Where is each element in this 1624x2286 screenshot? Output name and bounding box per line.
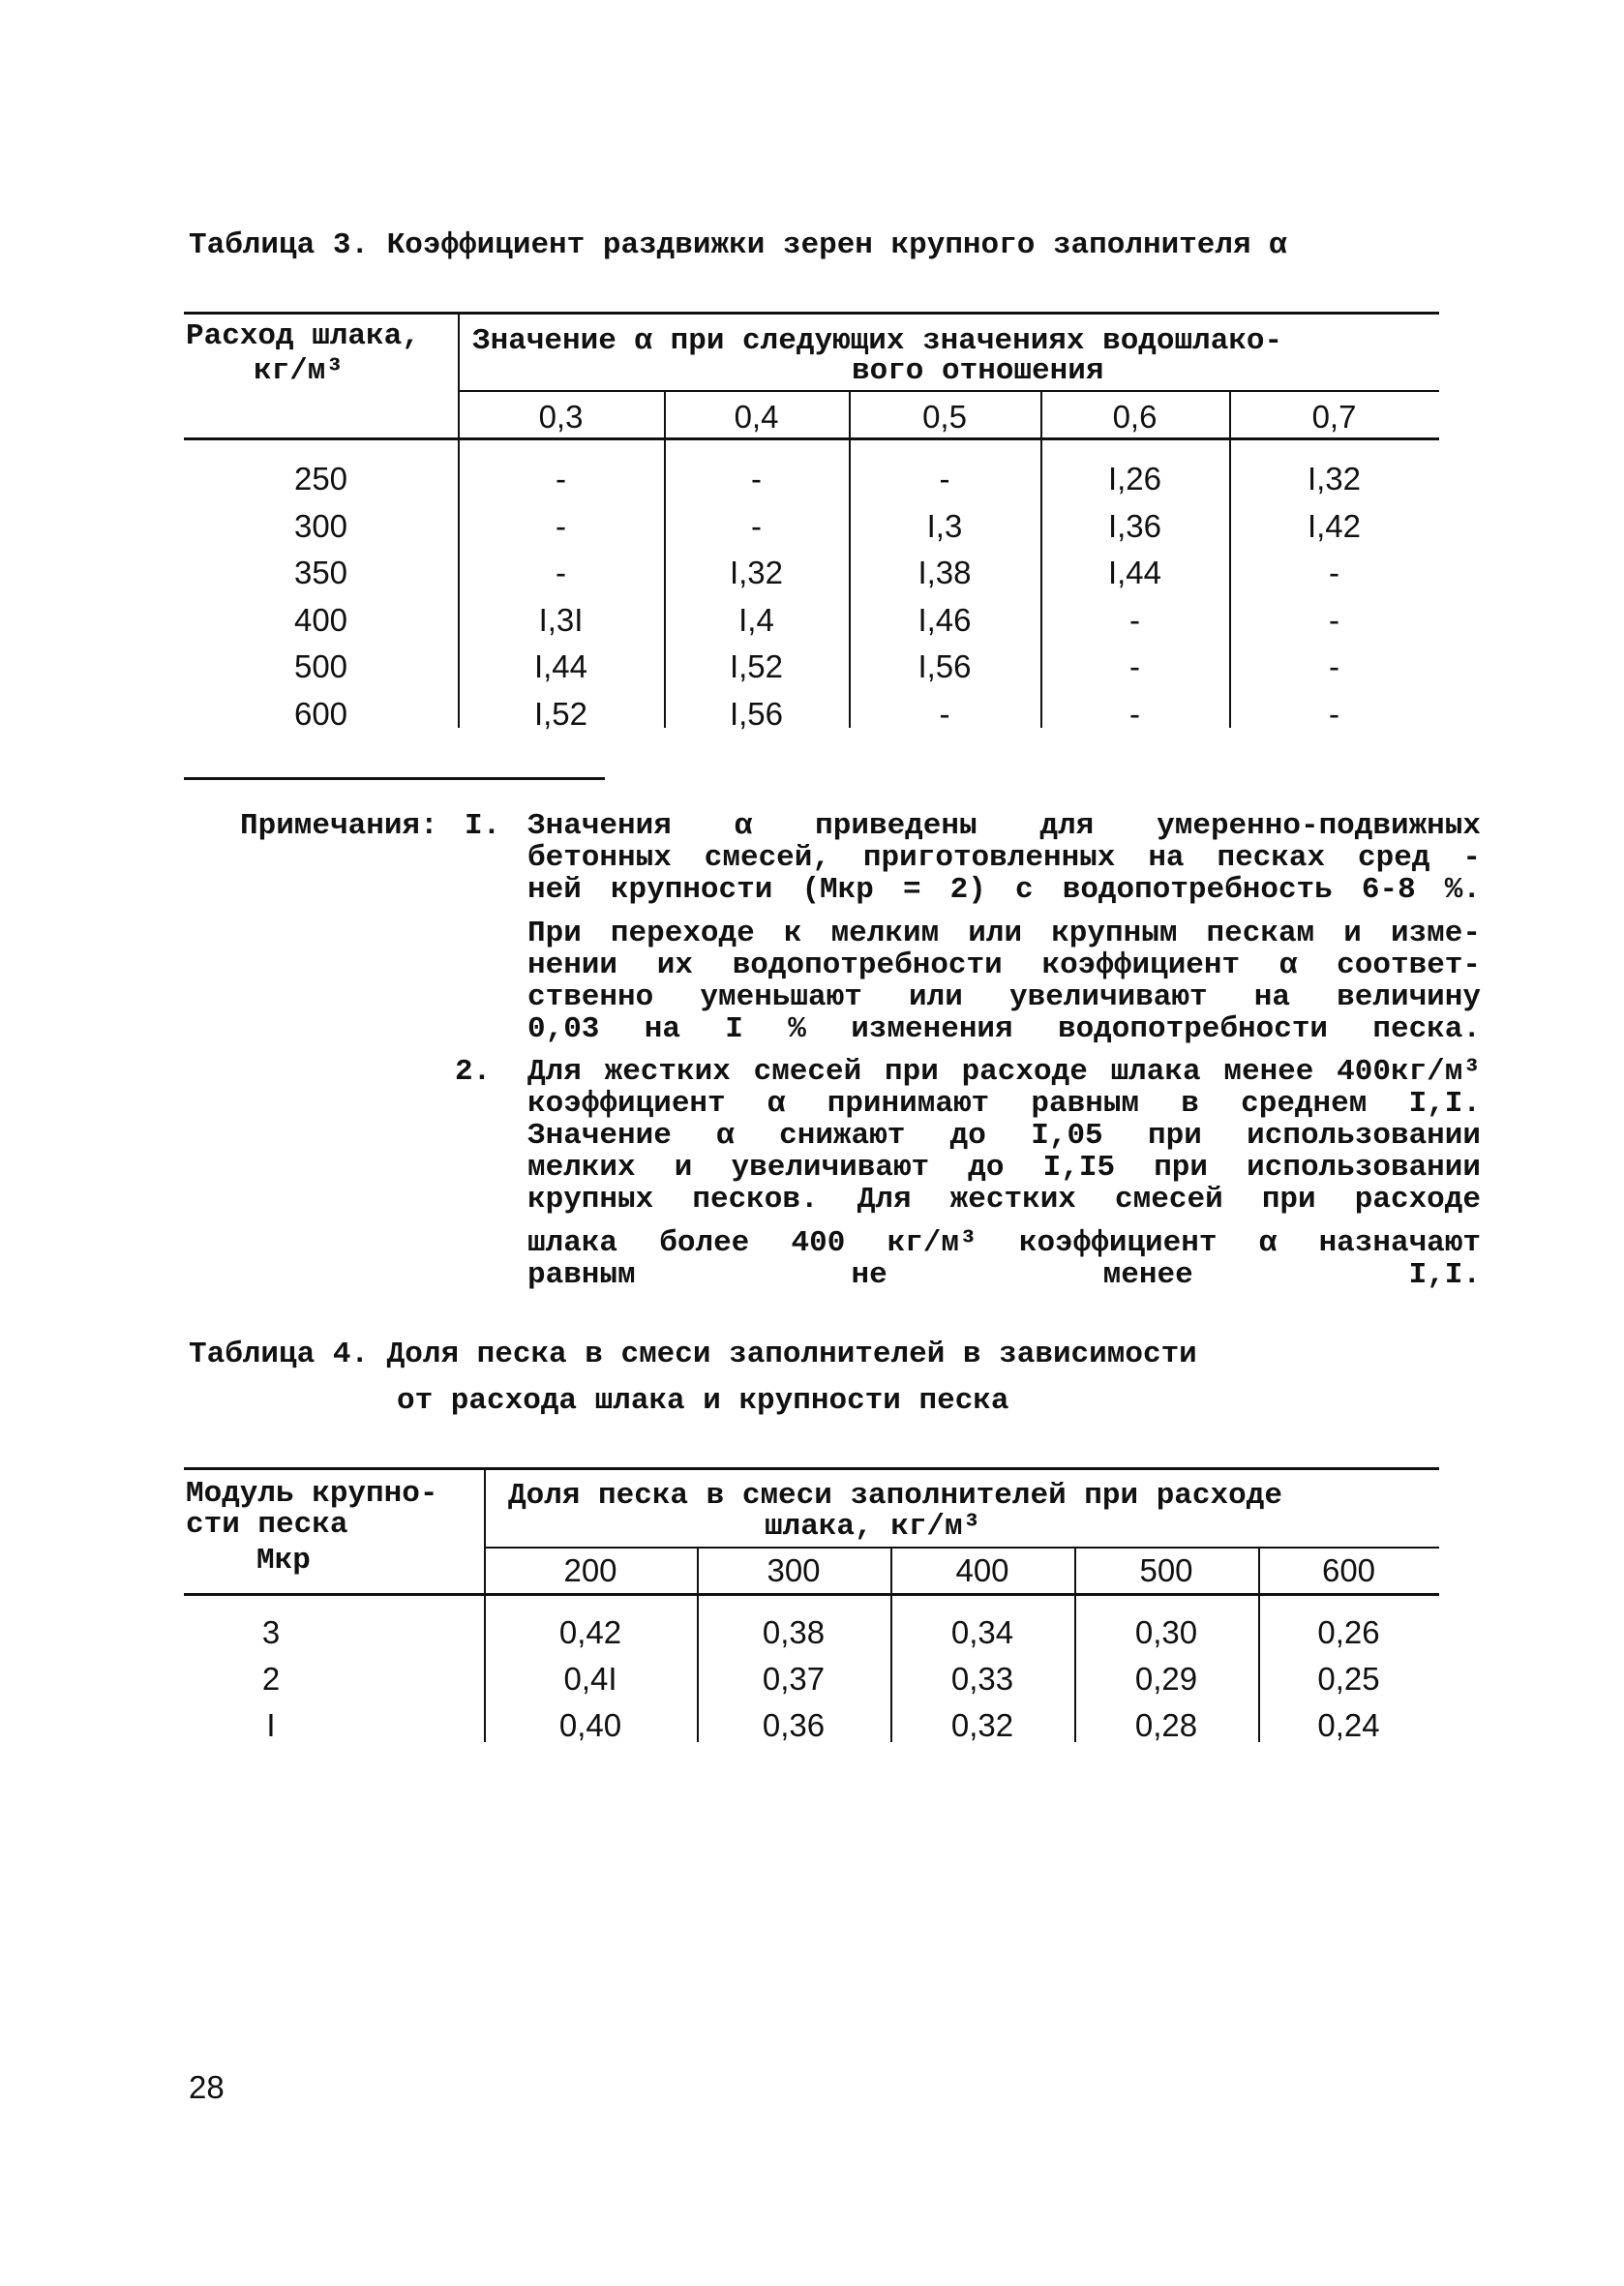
row-label: 500 — [293, 648, 348, 684]
table-cell: - — [1129, 695, 1140, 732]
group-header: Доля песка в смеси заполнителей при расходе — [508, 1479, 1282, 1513]
note-line: 0,03 на I % изменения водопотребности песка. — [527, 1012, 1481, 1046]
table-cell: 0,40 — [558, 1707, 622, 1743]
table-cell: 0,30 — [1134, 1614, 1198, 1650]
note-line: При переходе к мелким или крупным пескам и изме- — [527, 917, 1481, 950]
table-cell: - — [556, 555, 566, 590]
table-cell: I,42 — [1307, 507, 1362, 544]
table-cell: - — [751, 461, 762, 496]
row-label: 600 — [293, 695, 348, 732]
note-line: ней крупности (Мкр = 2) с водопотребность 6-8 %. — [527, 873, 1481, 907]
table-cell: 0,28 — [1134, 1707, 1198, 1743]
page-number: 28 — [189, 2069, 225, 2105]
row-header: Расход шлака, — [186, 319, 420, 353]
column-divider — [484, 1467, 486, 1742]
note-line: шлака более 400 кг/м³ коэффициент α назначают — [527, 1226, 1481, 1260]
column-header: 300 — [767, 1552, 821, 1588]
group-header-cont: вого отношения — [852, 354, 1104, 388]
group-header: Значение α при следующих значениях водошлако- — [472, 324, 1283, 358]
table-cell: 0,26 — [1317, 1614, 1380, 1650]
column-header: 0,4 — [734, 399, 779, 435]
table4-title-line2: от расхода шлака и крупности песка — [397, 1384, 1009, 1418]
row-header: Модуль крупно- — [186, 1477, 438, 1511]
table4-title-line1: Таблица 4. Доля песка в смеси заполнителей в зависимости — [189, 1338, 1197, 1371]
table-cell: 0,37 — [762, 1661, 826, 1697]
note-line: бетонных смесей, приготовленных на песках сред - — [527, 841, 1481, 875]
note-number: 2. — [455, 1055, 492, 1089]
table-cell: I,56 — [729, 695, 784, 732]
note-line: мелких и увеличивают до I,I5 при использовании — [527, 1151, 1481, 1185]
table-cell: - — [556, 461, 566, 496]
table-cell: I,3I — [538, 601, 584, 638]
header-bottom-rule — [184, 1593, 1439, 1596]
table-cell: 0,42 — [558, 1614, 622, 1650]
table-cell: I,38 — [917, 555, 972, 590]
column-header: 0,3 — [538, 399, 584, 435]
row-label: 2 — [261, 1661, 281, 1697]
column-header: 0,5 — [922, 399, 967, 435]
table-cell: - — [1129, 601, 1140, 638]
note-line: ственно уменьшают или увеличивают на величину — [527, 980, 1481, 1014]
header-rule — [484, 1547, 1439, 1549]
table-cell: 0,29 — [1134, 1661, 1198, 1697]
table-cell: I,44 — [1107, 555, 1162, 590]
table-cell: 0,25 — [1317, 1661, 1380, 1697]
group-header-cont: шлака, кг/м³ — [765, 1510, 981, 1544]
column-header: 600 — [1321, 1552, 1376, 1588]
table-cell: 0,36 — [762, 1707, 826, 1743]
notes-divider — [184, 777, 605, 780]
row-header-cont: сти песка — [186, 1508, 348, 1542]
table-top-rule — [184, 312, 1439, 315]
note-line: равным не менее I,I. — [527, 1258, 1481, 1292]
table-cell: I,26 — [1107, 461, 1162, 496]
note-line: коэффициент α принимают равным в среднем I,I. — [527, 1087, 1481, 1121]
table-cell: I,44 — [533, 648, 588, 684]
table-cell: I,4 — [738, 601, 774, 638]
row-label: 400 — [293, 601, 348, 638]
note-line: Значения α приведены для умеренно-подвижных — [527, 809, 1481, 843]
column-header: 500 — [1139, 1552, 1193, 1588]
row-label: 3 — [261, 1614, 281, 1650]
note-line: крупных песков. Для жестких смесей при расходе — [527, 1183, 1481, 1217]
row-header-symbol: Мкр — [256, 1544, 311, 1578]
table-cell: 0,33 — [950, 1661, 1014, 1697]
table-cell: 0,4I — [563, 1661, 617, 1697]
table-cell: I,3 — [926, 507, 963, 544]
table-cell: I,56 — [917, 648, 972, 684]
column-header: 0,7 — [1311, 399, 1357, 435]
table-cell: I,52 — [729, 648, 784, 684]
table-cell: - — [1329, 648, 1339, 684]
column-header: 200 — [563, 1552, 617, 1588]
table-cell: I,46 — [917, 601, 972, 638]
row-label: I — [266, 1707, 276, 1743]
table-cell: - — [1329, 601, 1339, 638]
table-top-rule — [184, 1467, 1439, 1470]
note-line: Значение α снижают до I,05 при использовании — [527, 1119, 1481, 1153]
column-header: 0,6 — [1112, 399, 1158, 435]
table-cell: 0,38 — [762, 1614, 826, 1650]
table-cell: - — [1129, 648, 1140, 684]
table-cell: I,32 — [1307, 461, 1362, 496]
table-cell: 0,34 — [950, 1614, 1014, 1650]
table-cell: - — [1329, 695, 1339, 732]
note-number: I. — [465, 809, 501, 843]
header-rule — [458, 390, 1439, 392]
table-cell: I,52 — [533, 695, 588, 732]
notes-label: Примечания: — [240, 809, 438, 843]
row-label: 250 — [293, 461, 348, 496]
table-cell: - — [751, 507, 762, 544]
row-label: 300 — [293, 507, 348, 544]
table-cell: 0,32 — [950, 1707, 1014, 1743]
row-header-unit: кг/м³ — [254, 354, 345, 388]
table-cell: - — [1329, 555, 1339, 590]
table-cell: 0,24 — [1317, 1707, 1380, 1743]
header-bottom-rule — [184, 437, 1439, 440]
table3-title: Таблица 3. Коэффициент раздвижки зерен крупного заполнителя α — [189, 228, 1287, 262]
table-cell: - — [939, 695, 950, 732]
table-cell: - — [556, 507, 566, 544]
row-label: 350 — [293, 555, 348, 590]
table-cell: - — [939, 461, 950, 496]
note-line: нении их водопотребности коэффициент α соответ- — [527, 948, 1481, 982]
note-line: Для жестких смесей при расходе шлака менее 400кг/м³ — [527, 1055, 1481, 1089]
table-cell: I,32 — [729, 555, 784, 590]
column-header: 400 — [955, 1552, 1009, 1588]
table-cell: I,36 — [1107, 507, 1162, 544]
